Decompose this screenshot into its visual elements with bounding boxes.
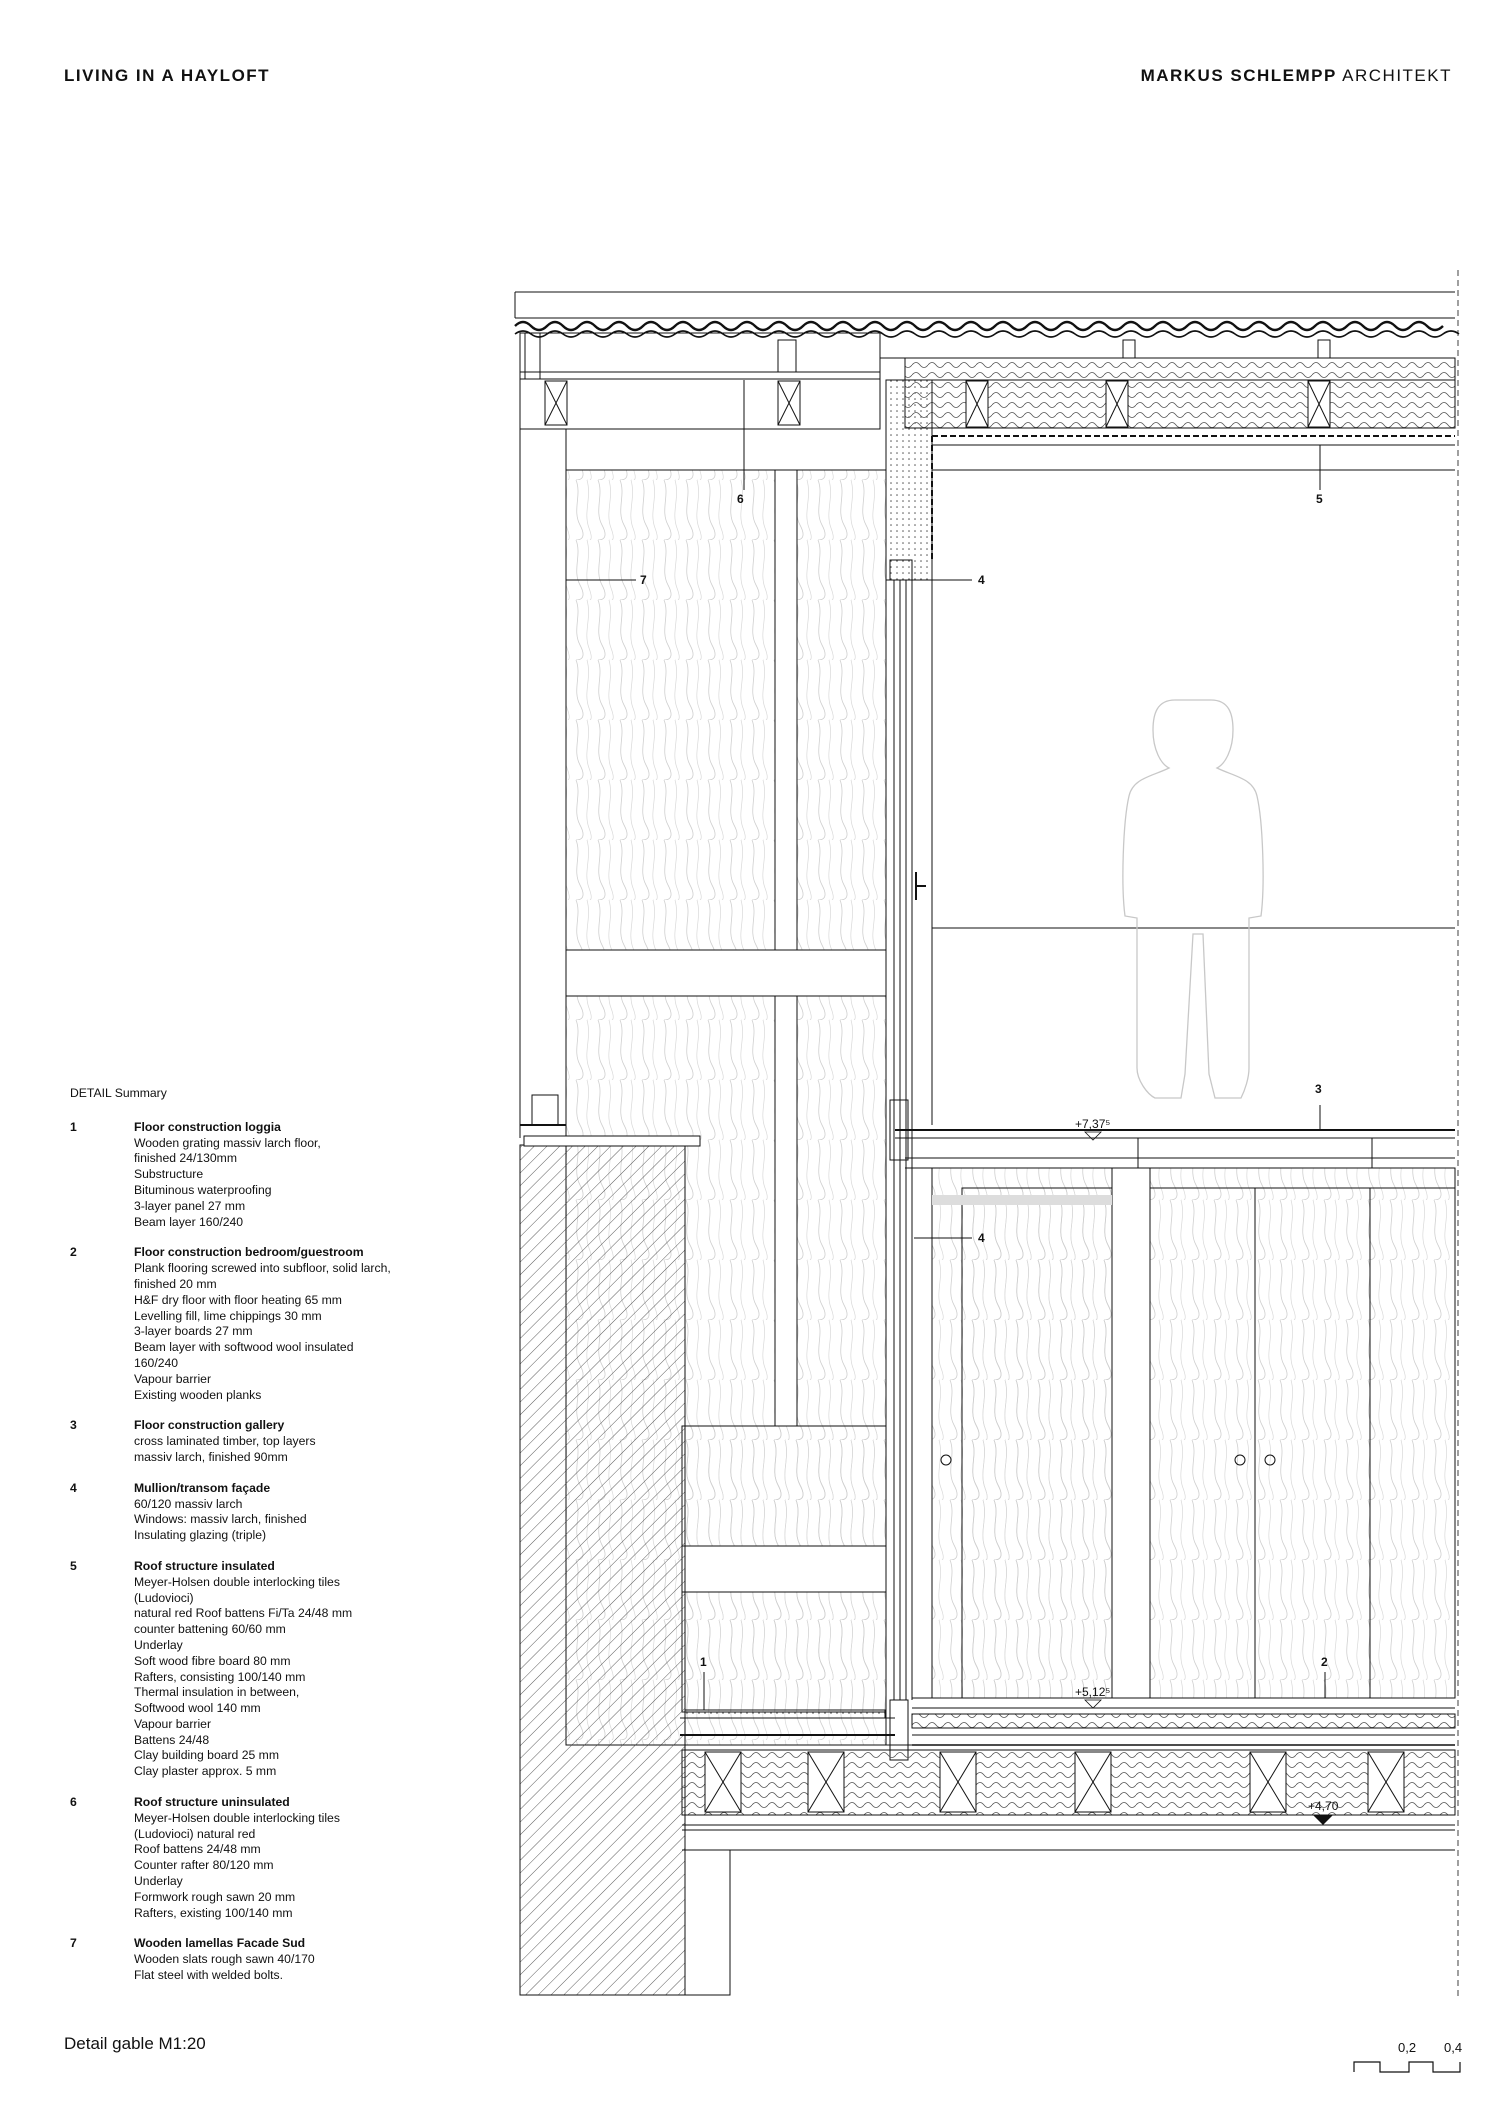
callout-7: 7	[640, 573, 647, 587]
legend-item-line: Roof battens 24/48 mm	[134, 1842, 261, 1857]
legend-item-line: Clay building board 25 mm	[134, 1748, 279, 1763]
legend-item-line: Battens 24/48	[134, 1732, 210, 1747]
legend-item	[70, 1245, 430, 1403]
drawing-caption: Detail gable M1:20	[64, 2034, 206, 2053]
legend-item-line: Formwork rough sawn 20 mm	[134, 1889, 296, 1904]
legend-item-title: Floor construction gallery	[134, 1418, 285, 1433]
callout-3: 3	[1315, 1082, 1322, 1096]
legend-item	[70, 1559, 430, 1780]
legend-item-line: Insulating glazing (triple)	[134, 1528, 267, 1543]
legend-item	[70, 1795, 430, 1921]
legend-item-line: (Ludovioci)	[134, 1590, 194, 1605]
exterior-wall-left	[520, 379, 566, 1138]
project-title: LIVING IN A HAYLOFT	[64, 66, 271, 85]
legend-item-line: finished 20 mm	[134, 1276, 217, 1291]
detail-legend	[70, 1086, 430, 1999]
legend-item	[70, 1481, 430, 1544]
legend-item-line: Thermal insulation in between,	[134, 1685, 300, 1700]
scale-mark-1: 0,2	[1398, 2040, 1417, 2055]
legend-item-title: Floor construction loggia	[134, 1119, 281, 1134]
legend-item-title: Floor construction bedroom/guestroom	[134, 1245, 364, 1260]
legend-item-line: Rafters, existing 100/140 mm	[134, 1905, 293, 1920]
legend-item-line: (Ludovioci) natural red	[134, 1826, 256, 1841]
legend-item-title: Wooden lamellas Facade Sud	[134, 1936, 306, 1951]
legend-item-title: Roof structure insulated	[134, 1558, 275, 1573]
legend-item-line: H&F dry floor with floor heating 65 mm	[134, 1292, 342, 1307]
legend-item	[70, 1120, 430, 1231]
legend-item-line: Vapour barrier	[134, 1371, 211, 1386]
roof-tiles	[515, 322, 1443, 330]
legend-item-number: 3	[70, 1418, 77, 1433]
legend-item-line: Soft wood fibre board 80 mm	[134, 1653, 291, 1668]
lower-room	[932, 1168, 1455, 1698]
legend-item-line: counter battening 60/60 mm	[134, 1622, 286, 1637]
legend-item-line: massiv larch, finished 90mm	[134, 1449, 288, 1464]
callout-2: 2	[1321, 1655, 1328, 1669]
legend-item-line: Windows: massiv larch, finished	[134, 1512, 307, 1527]
legend-item-line: Wooden slats rough sawn 40/170	[134, 1952, 315, 1967]
level-gallery: +7,37⁵	[1075, 1117, 1111, 1131]
legend-item-line: Softwood wool 140 mm	[134, 1701, 261, 1716]
scale-mark-2: 0,4	[1444, 2040, 1463, 2055]
architect-name	[1141, 66, 1452, 86]
legend-item-line: Bituminous waterproofing	[134, 1182, 272, 1197]
legend-item-line: Underlay	[134, 1637, 183, 1652]
legend-item-line: Plank flooring screwed into subfloor, solid larch,	[134, 1261, 391, 1276]
architect-name-light: ARCHITEKT	[1342, 66, 1452, 85]
callout-5: 5	[1316, 492, 1323, 506]
legend-item-number: 1	[70, 1119, 77, 1134]
legend-item-line: Beam layer with softwood wool insulated	[134, 1340, 354, 1355]
legend-item-number: 6	[70, 1795, 77, 1810]
legend-item-line: Flat steel with welded bolts.	[134, 1968, 284, 1983]
level-floor: +5,12⁵	[1075, 1685, 1111, 1699]
level-base: +4,70	[1308, 1799, 1339, 1813]
legend-item-line: Wooden grating massiv larch floor,	[134, 1135, 321, 1150]
legend-item-title: Roof structure uninsulated	[134, 1795, 290, 1810]
legend-title: DETAIL Summary	[70, 1086, 167, 1100]
legend-item-line: cross laminated timber, top layers	[134, 1434, 316, 1449]
legend-item-number: 7	[70, 1936, 77, 1951]
architect-name-bold: MARKUS SCHLEMPP	[1140, 66, 1337, 85]
legend-item-line: Clay plaster approx. 5 mm	[134, 1764, 277, 1779]
person-silhouette	[1123, 700, 1263, 1098]
legend-item-line: Meyer-Holsen double interlocking tiles	[134, 1574, 340, 1589]
legend-item-number: 4	[70, 1480, 77, 1495]
legend-items	[70, 1120, 430, 1984]
legend-item-number: 2	[70, 1245, 77, 1260]
legend-item	[70, 1418, 430, 1465]
scale-bar	[1354, 2040, 1462, 2072]
legend-item-line: Underlay	[134, 1874, 183, 1889]
legend-item-line: 160/240	[134, 1355, 179, 1370]
legend-item-line: Counter rafter 80/120 mm	[134, 1858, 274, 1873]
legend-item-line: Meyer-Holsen double interlocking tiles	[134, 1810, 340, 1825]
callout-4b: 4	[978, 1231, 985, 1245]
legend-item-line: Levelling fill, lime chippings 30 mm	[134, 1308, 322, 1323]
legend-item-line: finished 24/130mm	[134, 1151, 237, 1166]
legend-item-line: 3-layer boards 27 mm	[134, 1324, 253, 1339]
legend-item-number: 5	[70, 1558, 77, 1573]
callout-1: 1	[700, 1655, 707, 1669]
callout-6: 6	[737, 492, 744, 506]
legend-item-line: 3-layer panel 27 mm	[134, 1198, 246, 1213]
callout-4a: 4	[978, 573, 985, 587]
legend-item-line: Substructure	[134, 1167, 204, 1182]
facade-mullions	[886, 380, 932, 1760]
legend-item-line: natural red Roof battens Fi/Ta 24/48 mm	[134, 1606, 353, 1621]
legend-item-line: Vapour barrier	[134, 1716, 211, 1731]
legend-item-line: 60/120 massiv larch	[134, 1496, 243, 1511]
legend-item-title: Mullion/transom façade	[134, 1480, 271, 1495]
legend-item-line: Beam layer 160/240	[134, 1214, 244, 1229]
legend-item	[70, 1936, 430, 1983]
legend-item-line: Rafters, consisting 100/140 mm	[134, 1669, 306, 1684]
legend-item-line: Existing wooden planks	[134, 1387, 262, 1402]
